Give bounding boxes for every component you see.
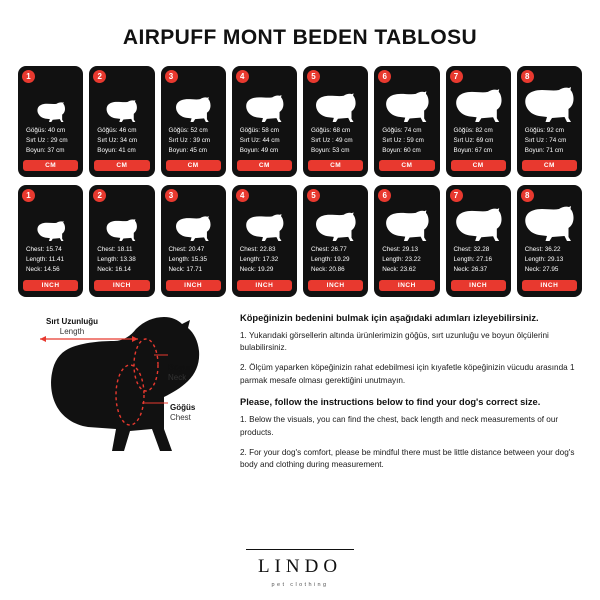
size-card	[303, 185, 368, 296]
measurement-row: Boyun: 41 cm	[97, 146, 136, 154]
measurement-list	[308, 245, 363, 274]
measurement-row: Length: 27.16	[453, 256, 493, 263]
measurement-row: Neck: 16.14	[97, 265, 131, 273]
unit-badge: INCH	[451, 280, 506, 291]
measurement-list	[23, 245, 78, 274]
dog-silhouette-icon	[245, 95, 284, 122]
label-length: Sırt Uzunluğu Length	[46, 316, 98, 336]
page-title: AIRPUFF MONT BEDEN TABLOSU	[122, 26, 478, 49]
measurement-row: Length: 29.13	[524, 256, 564, 263]
measurement-row: Göğüs: 40 cm	[26, 127, 66, 134]
unit-badge: CM	[237, 160, 292, 171]
measurement-row: Göğüs: 58 cm	[239, 127, 279, 134]
measurement-list	[237, 126, 292, 155]
size-card	[161, 66, 226, 177]
size-card	[517, 185, 582, 296]
size-number-badge: 1	[22, 70, 35, 83]
measurement-row: Sırt Uz : 49 cm	[311, 136, 353, 144]
size-number-badge: 5	[307, 189, 320, 202]
unit-badge: INCH	[94, 280, 149, 291]
measurement-row: Neck: 14.56	[26, 265, 60, 273]
measurement-row: Göğüs: 46 cm	[97, 127, 137, 134]
measurement-row: Boyun: 60 cm	[382, 146, 421, 154]
size-number-badge: 5	[307, 70, 320, 83]
size-number-badge: 2	[93, 70, 106, 83]
measurement-list	[94, 245, 149, 274]
dog-silhouette-icon	[315, 211, 356, 241]
instructions-tr-step-1: 1. Yukarıdaki görsellerin altında ürünlerimizin göğüs, sırt uzunluğu ve boyun ölçülerini bulabilirsiniz.	[240, 330, 549, 353]
measurement-row: Chest: 32.28	[453, 246, 490, 254]
size-number-badge: 7	[450, 189, 463, 202]
instructions-en-title: Please, follow the instructions below to find your dog's correct size.	[240, 397, 541, 408]
measurement-row: Chest: 15.74	[26, 246, 62, 254]
size-number-badge: 4	[236, 189, 249, 202]
measurement-row: Neck: 19.29	[239, 265, 274, 273]
measurement-row: Length: 13.38	[97, 256, 136, 263]
size-card	[89, 66, 154, 177]
inch-size-card-grid	[18, 185, 582, 296]
measurement-row: Length: 17.32	[239, 256, 279, 263]
instructions-text	[240, 311, 582, 480]
instructions-tr-title: Köpeğinizin bedenini bulmak için aşağıdaki adımları izleyebilirsiniz.	[240, 312, 539, 323]
measurement-row: Sırt Uz : 74 cm	[524, 136, 567, 144]
measurement-row: Boyun: 67 cm	[453, 146, 493, 154]
size-number-badge: 7	[450, 70, 463, 83]
size-card	[446, 66, 511, 177]
dog-silhouette	[379, 80, 434, 122]
label-neck: Boyun Neck	[168, 362, 193, 382]
measurement-list	[308, 126, 363, 155]
brand-name: LINDO	[257, 556, 343, 577]
measurement-list	[451, 245, 506, 274]
size-card	[446, 185, 511, 296]
size-number-badge: 1	[22, 189, 35, 202]
dog-silhouette	[451, 80, 506, 122]
size-number-badge: 2	[93, 189, 106, 202]
unit-badge: CM	[308, 160, 363, 171]
measurement-list	[379, 126, 434, 155]
measurement-row: Chest: 26.77	[311, 246, 347, 254]
dog-silhouette-icon	[36, 102, 66, 122]
unit-badge: INCH	[166, 280, 221, 291]
dog-silhouette	[166, 80, 221, 122]
measurement-row: Göğüs: 82 cm	[453, 127, 493, 134]
cm-size-card-grid	[18, 66, 582, 177]
measurement-row: Sırt Uz : 29 cm	[26, 136, 68, 144]
measurement-row: Neck: 27.95	[524, 265, 559, 273]
dog-silhouette	[23, 80, 78, 122]
measurement-row: Boyun: 71 cm	[524, 146, 564, 154]
dog-silhouette-icon	[524, 85, 574, 122]
unit-badge: CM	[379, 160, 434, 171]
dog-silhouette-icon	[105, 100, 138, 122]
size-card	[18, 185, 83, 296]
measurement-list	[94, 126, 149, 155]
dog-silhouette	[94, 80, 149, 122]
dog-silhouette	[237, 199, 292, 241]
dog-silhouette	[451, 199, 506, 241]
measurement-row: Göğüs: 68 cm	[311, 127, 351, 134]
measurement-row: Göğüs: 52 cm	[168, 127, 208, 134]
measurement-row: Neck: 26.37	[453, 265, 488, 273]
unit-badge: INCH	[237, 280, 292, 291]
size-number-badge: 6	[378, 70, 391, 83]
unit-badge: CM	[451, 160, 506, 171]
dog-silhouette	[522, 199, 577, 241]
dog-silhouette	[237, 80, 292, 122]
measurement-row: Chest: 29.13	[382, 246, 418, 254]
size-card	[374, 185, 439, 296]
measurement-guide-section	[18, 311, 582, 480]
dog-silhouette	[379, 199, 434, 241]
dog-silhouette-icon	[315, 92, 356, 122]
unit-badge: INCH	[308, 280, 363, 291]
measurement-row: Length: 15.35	[168, 256, 208, 263]
dog-silhouette-icon	[524, 204, 574, 241]
measurement-row: Chest: 22.83	[239, 246, 276, 254]
measurement-row: Sırt Uz: 34 cm	[97, 136, 138, 144]
measurement-row: Length: 23.22	[382, 256, 421, 263]
dog-silhouette-icon	[36, 221, 66, 241]
instructions-en-step-1: 1. Below the visuals, you can find the chest, back length and neck measurements of our products.	[240, 415, 559, 438]
dog-silhouette-icon	[175, 97, 211, 122]
unit-badge: INCH	[379, 280, 434, 291]
measurement-list	[23, 126, 78, 155]
measurement-row: Sırt Uz : 59 cm	[382, 136, 424, 144]
size-number-badge: 4	[236, 70, 249, 83]
size-card	[232, 66, 297, 177]
measurement-row: Sırt Uz: 44 cm	[239, 136, 280, 144]
unit-badge: CM	[522, 160, 577, 171]
measurement-list	[522, 245, 577, 274]
measurement-row: Sırt Uz: 69 cm	[453, 136, 494, 144]
measurement-list	[522, 126, 577, 155]
measurement-row: Boyun: 53 cm	[311, 146, 350, 154]
measurement-row: Boyun: 37 cm	[26, 146, 65, 154]
size-card	[89, 185, 154, 296]
brand-tagline: pet clothing	[271, 582, 329, 588]
measurement-list	[379, 245, 434, 274]
size-card	[161, 185, 226, 296]
measurement-row: Boyun: 49 cm	[239, 146, 279, 154]
brand-footer	[0, 549, 600, 588]
unit-badge: CM	[166, 160, 221, 171]
measurement-row: Boyun: 45 cm	[168, 146, 208, 154]
size-number-badge: 6	[378, 189, 391, 202]
unit-badge: INCH	[522, 280, 577, 291]
dog-silhouette	[522, 80, 577, 122]
instructions-tr-step-2: 2. Ölçüm yaparken köpeğinizin rahat edebilmesi için kıyafetle köpeğinizin vücudu arasında 1 parmak mesafe olması gerektiğini unutmayın.	[240, 362, 575, 385]
unit-badge: CM	[23, 160, 78, 171]
measurement-row: Chest: 20.47	[168, 246, 205, 254]
dog-silhouette-icon	[175, 216, 211, 241]
measurement-list	[166, 126, 221, 155]
measurement-row: Göğüs: 74 cm	[382, 127, 422, 134]
instructions-en-step-2: 2. For your dog's comfort, please be mindful there must be little distance between your dog's body and clothing during measurement.	[240, 447, 575, 470]
dog-silhouette	[308, 80, 363, 122]
size-card	[18, 66, 83, 177]
dog-silhouette-icon	[385, 209, 429, 241]
measurement-row: Neck: 23.62	[382, 265, 416, 273]
measurement-list	[166, 245, 221, 274]
measurement-row: Chest: 18.11	[97, 246, 133, 254]
unit-badge: CM	[94, 160, 149, 171]
dog-silhouette-icon	[455, 206, 502, 241]
size-card	[232, 185, 297, 296]
divider	[246, 549, 354, 550]
dog-silhouette	[308, 199, 363, 241]
measurement-row: Neck: 20.86	[311, 265, 345, 273]
measurement-row: Length: 11.41	[26, 256, 65, 263]
size-card	[517, 66, 582, 177]
dog-silhouette	[94, 199, 149, 241]
measurement-row: Sırt Uz : 39 cm	[168, 136, 211, 144]
measurement-row: Length: 19.29	[311, 256, 350, 263]
dog-silhouette	[166, 199, 221, 241]
size-number-badge: 3	[165, 70, 178, 83]
measurement-row: Neck: 17.71	[168, 265, 203, 273]
dog-measurement-diagram	[18, 311, 230, 461]
measurement-list	[451, 126, 506, 155]
measurement-row: Chest: 36.22	[524, 246, 561, 254]
size-number-badge: 8	[521, 189, 534, 202]
size-card	[374, 66, 439, 177]
dog-silhouette-icon	[455, 87, 502, 122]
measurement-row: Göğüs: 92 cm	[524, 127, 564, 134]
size-number-badge: 8	[521, 70, 534, 83]
measurement-list	[237, 245, 292, 274]
label-chest: Göğüs Chest	[170, 402, 196, 422]
unit-badge: INCH	[23, 280, 78, 291]
size-card	[303, 66, 368, 177]
dog-silhouette-icon	[245, 214, 284, 241]
dog-silhouette-icon	[385, 90, 429, 122]
dog-silhouette-icon	[105, 219, 138, 241]
size-number-badge: 3	[165, 189, 178, 202]
dog-silhouette	[23, 199, 78, 241]
